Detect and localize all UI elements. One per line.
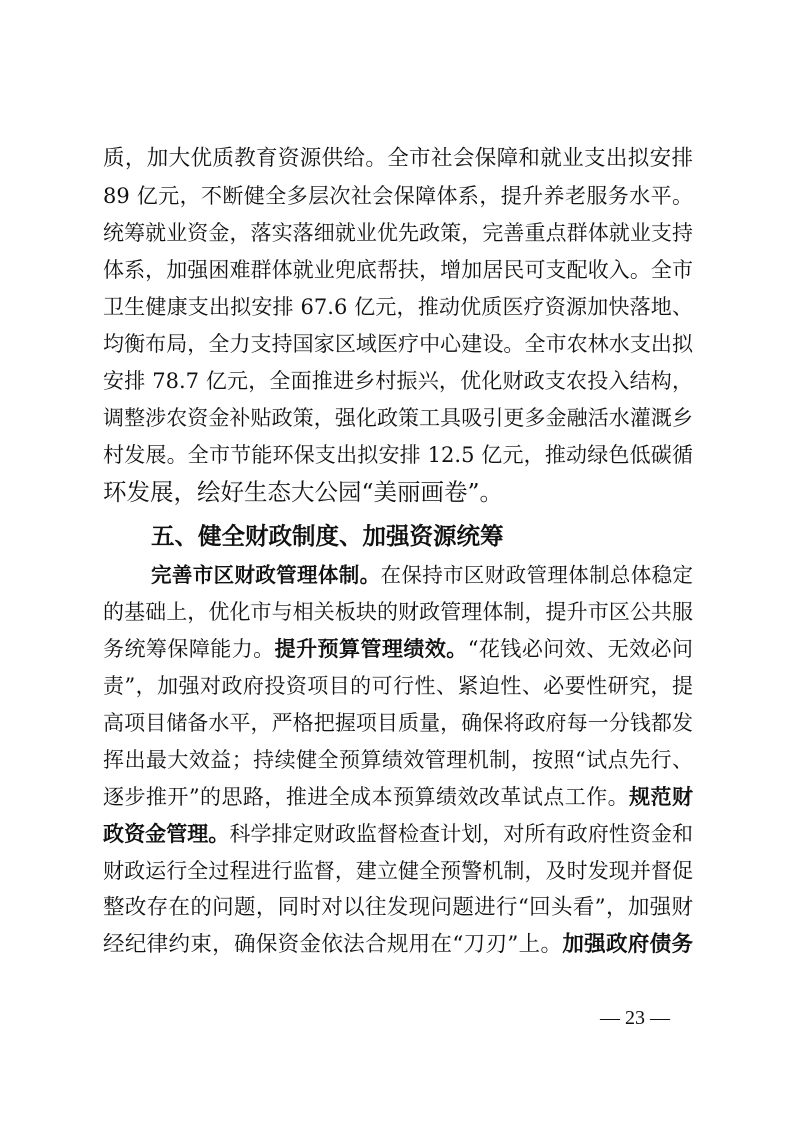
text-run: 科学排定财政监督检查计划，对所有政府性资金和 (229, 822, 694, 846)
text-run: 务统筹保障能力。 (103, 637, 275, 661)
paragraph-line (151, 557, 693, 593)
paragraph-line (103, 631, 693, 667)
paragraph-line (103, 816, 693, 852)
paragraph-line: 安排 78.7 亿元，全面推进乡村振兴，优化财政支农投入结构， (103, 369, 693, 393)
section-heading: 五、健全财政制度、加强资源统筹 (151, 522, 504, 550)
paragraph-line: 调整涉农资金补贴政策，强化政策工具吸引更多金融活水灌溉乡 (103, 406, 693, 430)
text-run: 在保持市区财政管理体制总体稳定 (380, 563, 694, 587)
paragraph-line: 统筹就业资金，落实落细就业优先政策，完善重点群体就业支持 (103, 221, 693, 245)
paragraph-line: 挥出最大效益；持续健全预算绩效管理机制，按照“试点先行、 (103, 748, 693, 772)
paragraph-line: 高项目储备水平，严格把握项目质量，确保将政府每一分钱都发 (103, 711, 693, 735)
text-run: “花钱必问效、无效必问 (467, 637, 694, 661)
paragraph-line: 均衡布局，全力支持国家区域医疗中心建设。全市农林水支出拟 (103, 332, 693, 356)
paragraph-line: 村发展。全市节能环保支出拟安排 12.5 亿元，推动绿色低碳循 (103, 443, 693, 467)
text-run: 逐步推开”的思路，推进全成本预算绩效改革试点工作。 (103, 785, 630, 809)
paragraph-line: 卫生健康支出拟安排 67.6 亿元，推动优质医疗资源加快落地、 (103, 295, 693, 319)
paragraph-line: 的基础上，优化市与相关板块的财政管理体制，提升市区公共服 (103, 600, 693, 624)
paragraph-line: 责”，加强对政府投资项目的可行性、紧迫性、必要性研究，提 (103, 674, 693, 698)
paragraph-line: 环发展，绘好生态大公园“美丽画卷”。 (103, 478, 504, 506)
paragraph-line: 财政运行全过程进行监督，建立健全预警机制，及时发现并督促 (103, 859, 693, 883)
paragraph-line: 89 亿元，不断健全多层次社会保障体系，提升养老服务水平。 (103, 184, 693, 208)
paragraph-line (103, 779, 693, 815)
bold-subheading: 政资金管理。 (103, 822, 230, 846)
paragraph-line: 质，加大优质教育资源供给。全市社会保障和就业支出拟安排 (103, 146, 693, 171)
text-run: 经纪律约束，确保资金依法合规用在“刀刃”上。 (103, 932, 563, 957)
paragraph-line: 整改存在的问题，同时对以往发现问题进行“回头看”，加强财 (103, 895, 693, 920)
bold-subheading: 完善市区财政管理体制。 (151, 563, 381, 587)
bold-subheading: 提升预算管理绩效。 (274, 637, 468, 661)
page-number: — 23 — (600, 1007, 670, 1029)
paragraph-line (103, 927, 693, 963)
paragraph-line: 体系，加强困难群体就业兜底帮扶，增加居民可支配收入。全市 (103, 258, 693, 282)
bold-subheading: 规范财 (629, 785, 694, 809)
bold-subheading: 加强政府债务 (562, 932, 693, 957)
